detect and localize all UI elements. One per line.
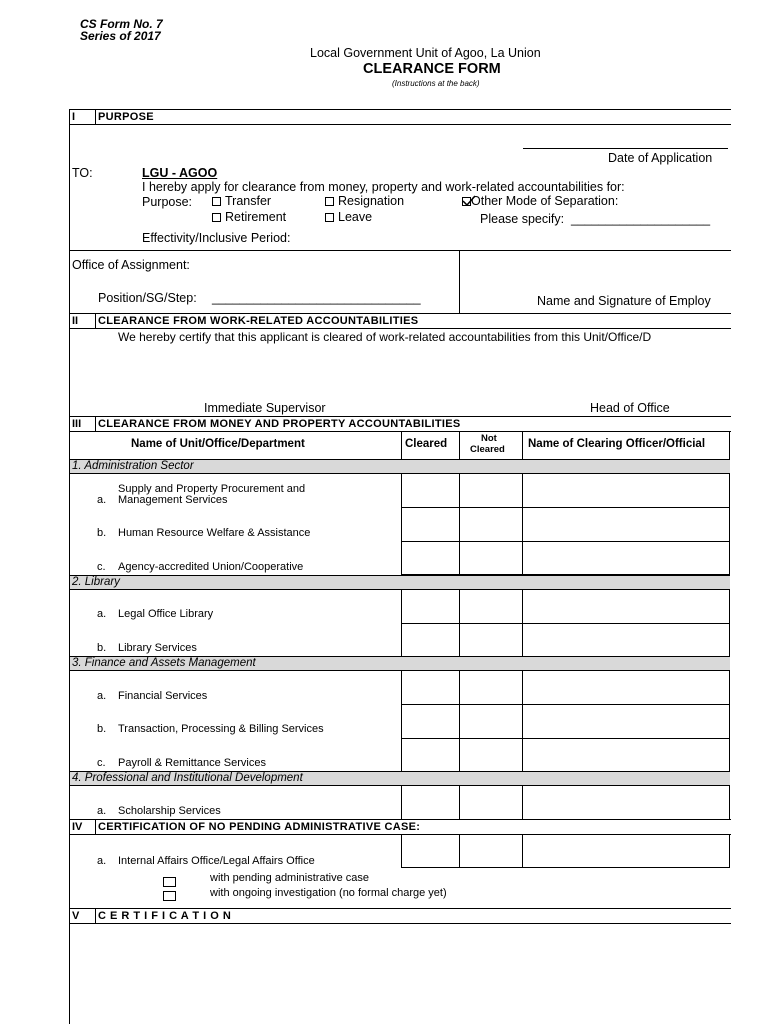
officer-cell[interactable] xyxy=(522,507,730,542)
to-label: TO: xyxy=(72,166,93,180)
please-specify-label: Please specify: xyxy=(480,212,565,226)
cleared-cell[interactable] xyxy=(401,738,460,772)
item-letter: b. xyxy=(97,527,107,539)
item-financial-services: Financial Services xyxy=(118,690,208,702)
option-retirement[interactable] xyxy=(212,210,286,224)
option-transfer[interactable] xyxy=(212,194,271,208)
ongoing-investigation-checkbox[interactable] xyxy=(163,891,176,901)
section5-heading: C E R T I F I C A T I O N xyxy=(98,910,232,922)
col-divider-right xyxy=(729,431,730,459)
retirement-label: Retirement xyxy=(225,210,287,224)
section3-top-border xyxy=(69,416,731,417)
ongoing-investigation-label: with ongoing investigation (no formal charge yet) xyxy=(210,887,447,899)
officer-cell[interactable] xyxy=(522,541,730,575)
officer-cell[interactable] xyxy=(522,589,730,624)
section3-roman: III xyxy=(72,418,82,430)
not-cleared-cell[interactable] xyxy=(459,785,523,820)
item-letter: c. xyxy=(97,757,106,769)
officer-cell[interactable] xyxy=(522,785,730,820)
apply-statement: I hereby apply for clearance from money, property and work-related accountabilities for: xyxy=(142,180,625,194)
position-field[interactable]: ______________________________ xyxy=(212,291,421,305)
not-cleared-cell[interactable] xyxy=(459,704,523,739)
transfer-label: Transfer xyxy=(225,194,272,208)
section3-heading: CLEARANCE FROM MONEY AND PROPERTY ACCOUNTABILITIES xyxy=(98,418,461,430)
item-letter: c. xyxy=(97,561,106,573)
option-leave[interactable] xyxy=(325,210,372,224)
roman-column-divider xyxy=(95,109,96,124)
not-cleared-cell[interactable] xyxy=(459,589,523,624)
col-divider-officer xyxy=(522,431,523,459)
section1-heading-border xyxy=(69,124,731,125)
category-library-label: 2. Library xyxy=(72,576,120,588)
head-of-office-label: Head of Office xyxy=(590,401,670,415)
section2-heading-border xyxy=(69,328,731,329)
to-value: LGU - AGOO xyxy=(142,166,218,180)
other-mode-checkbox[interactable] xyxy=(462,197,471,206)
column-header-officer: Name of Clearing Officer/Official xyxy=(528,438,706,450)
not-cleared-cell[interactable] xyxy=(459,738,523,772)
item-letter: a. xyxy=(97,494,107,506)
resignation-label: Resignation xyxy=(338,194,405,208)
transfer-checkbox[interactable] xyxy=(212,197,221,206)
date-of-application-label: Date of Application xyxy=(608,151,713,165)
item-letter: b. xyxy=(97,723,107,735)
cleared-cell[interactable] xyxy=(401,473,460,508)
section3-heading-border xyxy=(69,431,731,432)
section1-roman: I xyxy=(72,111,76,123)
effectivity-label: Effectivity/Inclusive Period: xyxy=(142,231,291,245)
item-legal-office-library: Legal Office Library xyxy=(118,608,214,620)
section5-roman-divider xyxy=(95,908,96,923)
cleared-cell[interactable] xyxy=(401,589,460,624)
pending-case-checkbox[interactable] xyxy=(163,877,176,887)
category-library xyxy=(70,575,730,590)
form-left-border xyxy=(69,109,70,1024)
other-mode-label: Other Mode of Separation: xyxy=(471,194,619,208)
item-supply-property-line1: Supply and Property Procurement and xyxy=(118,483,306,495)
section4-roman-divider xyxy=(95,819,96,834)
office-row-top-border xyxy=(69,250,731,251)
column-header-not-cleared-line1: Not xyxy=(481,433,497,444)
section4-roman: IV xyxy=(72,821,83,833)
item-letter: b. xyxy=(97,642,107,654)
leave-checkbox[interactable] xyxy=(325,213,334,222)
category-professional-development xyxy=(70,771,730,786)
section5-roman: V xyxy=(72,910,80,922)
not-cleared-cell[interactable] xyxy=(459,834,523,868)
item-letter: a. xyxy=(97,855,107,867)
instructions-note: (Instructions at the back) xyxy=(392,79,480,88)
officer-cell[interactable] xyxy=(522,473,730,508)
not-cleared-cell[interactable] xyxy=(459,473,523,508)
item-letter: a. xyxy=(97,690,107,702)
item-union-cooperative: Agency-accredited Union/Cooperative xyxy=(118,561,304,573)
not-cleared-cell[interactable] xyxy=(459,507,523,542)
column-header-not-cleared-line2: Cleared xyxy=(470,444,505,455)
cleared-cell[interactable] xyxy=(401,704,460,739)
item-scholarship-services: Scholarship Services xyxy=(118,805,221,817)
section4-heading: CERTIFICATION OF NO PENDING ADMINISTRATIVE CASE: xyxy=(98,821,421,833)
option-other-mode[interactable] xyxy=(462,194,618,208)
leave-label: Leave xyxy=(338,210,373,224)
option-resignation[interactable] xyxy=(325,194,404,208)
category-administration-label: 1. Administration Sector xyxy=(72,460,194,472)
section1-top-border xyxy=(69,109,731,110)
col-divider-cleared xyxy=(401,431,402,459)
position-label: Position/SG/Step: xyxy=(98,291,197,305)
category-finance-label: 3. Finance and Assets Management xyxy=(72,657,256,669)
section2-roman-divider xyxy=(95,313,96,328)
not-cleared-cell[interactable] xyxy=(459,623,523,657)
column-header-cleared: Cleared xyxy=(405,438,448,450)
item-letter: a. xyxy=(97,805,107,817)
category-administration xyxy=(70,459,730,474)
category-finance xyxy=(70,656,730,671)
checkmark-icon xyxy=(462,195,476,207)
officer-cell[interactable] xyxy=(522,834,730,868)
officer-cell[interactable] xyxy=(522,738,730,772)
section2-top-border xyxy=(69,313,731,314)
section4-top-border xyxy=(69,819,731,820)
resignation-checkbox[interactable] xyxy=(325,197,334,206)
date-signature-line xyxy=(523,148,728,149)
officer-cell[interactable] xyxy=(522,670,730,705)
section2-roman: II xyxy=(72,315,79,327)
cleared-cell[interactable] xyxy=(401,623,460,657)
category-professional-development-label: 4. Professional and Institutional Development xyxy=(72,772,303,784)
cleared-cell[interactable] xyxy=(401,834,460,868)
name-signature-label: Name and Signature of Employ xyxy=(537,294,711,308)
purpose-label: Purpose: xyxy=(142,195,193,209)
item-letter: a. xyxy=(97,608,107,620)
item-human-resource: Human Resource Welfare & Assistance xyxy=(118,527,311,539)
cleared-cell[interactable] xyxy=(401,541,460,575)
item-payroll-remittance: Payroll & Remittance Services xyxy=(118,757,266,769)
form-number: CS Form No. 7 xyxy=(80,17,163,31)
cleared-cell[interactable] xyxy=(401,670,460,705)
item-internal-affairs: Internal Affairs Office/Legal Affairs Office xyxy=(118,855,315,867)
not-cleared-cell[interactable] xyxy=(459,670,523,705)
section1-heading: PURPOSE xyxy=(98,111,154,123)
form-series: Series of 2017 xyxy=(80,29,161,43)
col-divider-not-cleared xyxy=(459,431,460,459)
immediate-supervisor-label: Immediate Supervisor xyxy=(204,401,326,415)
section5-heading-border xyxy=(69,923,731,924)
column-header-unit: Name of Unit/Office/Department xyxy=(131,438,305,450)
certify-statement: We hereby certify that this applicant is cleared of work-related accountabilities from this Unit/Office/D xyxy=(118,330,652,344)
office-of-assignment-label: Office of Assignment: xyxy=(72,258,190,272)
page-title: CLEARANCE FORM xyxy=(363,61,501,77)
lgu-title: Local Government Unit of Agoo, La Union xyxy=(310,46,541,60)
officer-cell[interactable] xyxy=(522,623,730,657)
office-row-divider xyxy=(459,250,460,313)
item-transaction-billing: Transaction, Processing & Billing Services xyxy=(118,723,324,735)
section2-heading: CLEARANCE FROM WORK-RELATED ACCOUNTABILITIES xyxy=(98,315,419,327)
item-supply-property-line2: Management Services xyxy=(118,494,228,506)
retirement-checkbox[interactable] xyxy=(212,213,221,222)
section5-top-border xyxy=(69,908,731,909)
pending-case-label: with pending administrative case xyxy=(210,872,369,884)
item-library-services: Library Services xyxy=(118,642,197,654)
officer-cell[interactable] xyxy=(522,704,730,739)
section3-roman-divider xyxy=(95,416,96,431)
please-specify-field[interactable]: ____________________ xyxy=(571,212,711,226)
not-cleared-cell[interactable] xyxy=(459,541,523,575)
cleared-cell[interactable] xyxy=(401,785,460,820)
cleared-cell[interactable] xyxy=(401,507,460,542)
